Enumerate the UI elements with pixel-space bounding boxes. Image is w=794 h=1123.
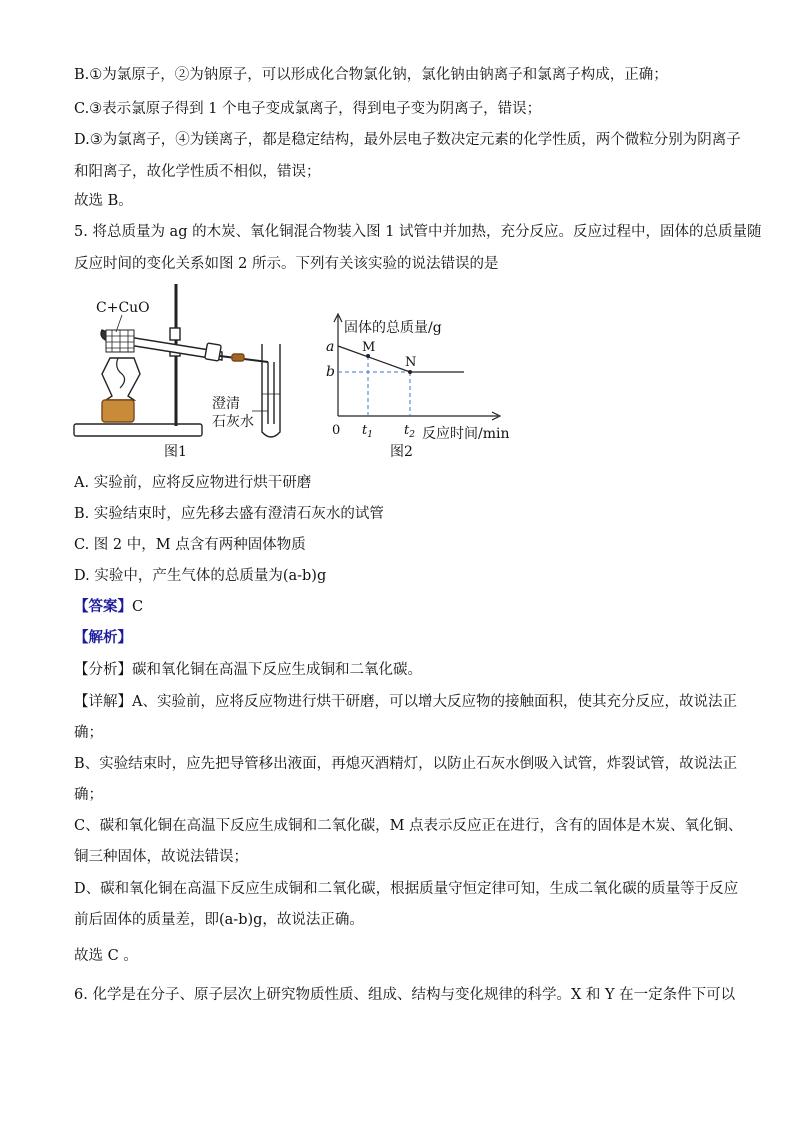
text-line: D.③为氯离子，④为镁离子，都是稳定结构，最外层电子数决定元素的化学性质，两个微粒分别为阴离子 [74, 132, 741, 148]
detail-d-2: 前后固体的质量差，即(a-b)g，故说法正确。 [74, 912, 364, 928]
detail-d-1: D、碳和氧化铜在高温下反应生成铜和二氧化碳，根据质量守恒定律可知，生成二氧化碳的质量等于反应 [74, 881, 739, 897]
detail-b-2: 确； [74, 787, 103, 803]
figure-1-label-reactant: C+CuO [96, 300, 150, 316]
analysis-tag: 【解析】 [74, 629, 132, 646]
figure-2-t1: $t_1$ [362, 423, 373, 440]
answer-tag: 【答案】 [74, 598, 132, 615]
question-6: 6. 化学是在分子、原子层次上研究物质性质、组成、结构与变化规律的科学。X 和 Y 在一定条件下可以 [74, 987, 736, 1003]
figure-1-label-limewater-1: 澄清 [212, 396, 240, 412]
analysis-line: 【分析】碳和氧化铜在高温下反应生成铜和二氧化碳。 [74, 662, 422, 678]
option-b: B. 实验结束时，应先移去盛有澄清石灰水的试管 [74, 506, 384, 522]
figure-2-ylabel: 固体的总质量/g [344, 320, 442, 336]
answer-line [74, 597, 143, 617]
text-line: C.③表示氯原子得到 1 个电子变成氯离子，得到电子变为阴离子，错误； [74, 101, 542, 117]
point-N [408, 370, 412, 374]
text-line: B.①为氯原子，②为钠原子，可以形成化合物氯化钠，氯化钠由钠离子和氯离子构成，正确； [74, 67, 668, 83]
figure-1-caption: 图1 [164, 444, 187, 460]
figure-2-t2: $t_2$ [404, 423, 415, 440]
figure-2-a-label: a [326, 339, 335, 355]
figure-2-xlabel: 反应时间/min [422, 426, 510, 442]
detail-c-2: 铜三种固体，故说法错误； [74, 849, 248, 865]
conclusion: 故选 C 。 [74, 948, 138, 964]
detail-a-2: 确； [74, 725, 103, 741]
answer-value: C [132, 599, 144, 615]
option-c: C. 图 2 中，M 点含有两种固体物质 [74, 537, 306, 553]
experiment-figure [72, 284, 512, 464]
figure-2-b-label: b [326, 364, 335, 380]
option-a: A. 实验前，应将反应物进行烘干研磨 [74, 475, 312, 491]
text-line: 和阳离子，故化学性质不相似，错误； [74, 164, 321, 180]
analysis-heading [74, 628, 132, 648]
question-5-cont: 反应时间的变化关系如图 2 所示。下列有关该实验的说法错误的是 [74, 256, 499, 272]
detail-a-1: 【详解】A、实验前，应将反应物进行烘干研磨，可以增大反应物的接触面积，使其充分反应，故说法正 [74, 694, 737, 710]
figure-2-point-N-label: N [405, 355, 417, 370]
detail-b-1: B、实验结束时，应先把导管移出液面，再熄灭酒精灯，以防止石灰水倒吸入试管，炸裂试管，故说法正 [74, 756, 738, 772]
figure-2-caption: 图2 [390, 444, 413, 460]
detail-c-1: C、碳和氧化铜在高温下反应生成铜和二氧化碳，M 点表示反应正在进行，含有的固体是木炭、氧化铜、 [74, 818, 743, 834]
text-line: 故选 B。 [74, 193, 133, 209]
figure-1-label-limewater-2: 石灰水 [212, 414, 254, 430]
figure-2-point-M-label: M [362, 340, 376, 355]
figure-2-origin: 0 [332, 423, 341, 438]
option-d: D. 实验中，产生气体的总质量为(a-b)g [74, 568, 327, 584]
question-5: 5. 将总质量为 ag 的木炭、氧化铜混合物装入图 1 试管中并加热，充分反应。反应过程中，固体的总质量随 [74, 224, 762, 240]
